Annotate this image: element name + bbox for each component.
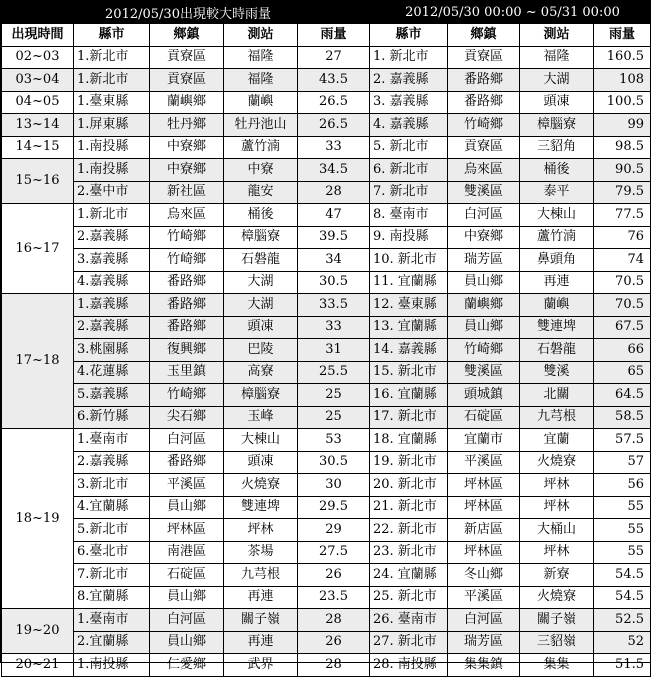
rank-county-cell: 1. 新北市 [370, 46, 448, 69]
rank-township-cell: 瑞芳區 [448, 631, 520, 654]
rank-station-cell: 再連 [520, 271, 594, 294]
county-cell: 6.臺北市 [74, 541, 150, 564]
county-cell: 4.宜蘭縣 [74, 496, 150, 519]
rank-station-cell: 火燒寮 [520, 586, 594, 609]
rank-station-cell: 坪林 [520, 541, 594, 564]
table-row [2, 204, 651, 227]
table-row [2, 564, 651, 587]
township-cell: 白河區 [150, 609, 224, 632]
header-township: 鄉鎮 [150, 24, 224, 46]
header-station-rank: 測站 [520, 24, 594, 46]
county-cell: 2.臺中市 [74, 181, 150, 204]
time-cell: 17~18 [2, 294, 74, 429]
rank-rainfall-cell: 74 [594, 249, 651, 272]
township-cell: 番路鄉 [150, 451, 224, 474]
rank-rainfall-cell: 76 [594, 226, 651, 249]
rank-township-cell: 平溪區 [448, 451, 520, 474]
table-row [2, 429, 651, 452]
rank-county-cell: 14. 嘉義縣 [370, 339, 448, 362]
rank-county-cell: 7. 新北市 [370, 181, 448, 204]
rank-county-cell: 3. 嘉義縣 [370, 91, 448, 114]
rank-station-cell: 雙溪 [520, 361, 594, 384]
county-cell: 5.嘉義縣 [74, 384, 150, 407]
rainfall-cell: 47 [298, 204, 370, 227]
rank-township-cell: 坪林區 [448, 496, 520, 519]
rank-township-cell: 坪林區 [448, 474, 520, 497]
table-row [2, 294, 651, 317]
rank-township-cell: 中寮鄉 [448, 226, 520, 249]
table-body [2, 46, 651, 676]
rank-station-cell: 泰平 [520, 181, 594, 204]
rank-township-cell: 貢寮區 [448, 136, 520, 159]
rank-station-cell: 樟腦寮 [520, 114, 594, 137]
rank-county-cell: 21. 新北市 [370, 496, 448, 519]
rank-rainfall-cell: 67.5 [594, 316, 651, 339]
rank-rainfall-cell: 70.5 [594, 271, 651, 294]
rank-rainfall-cell: 51.5 [594, 654, 651, 677]
rank-station-cell: 頭凍 [520, 91, 594, 114]
table-row [2, 654, 651, 677]
township-cell: 平溪區 [150, 474, 224, 497]
rainfall-cell: 39.5 [298, 226, 370, 249]
county-cell: 6.新竹縣 [74, 406, 150, 429]
rank-rainfall-cell: 100.5 [594, 91, 651, 114]
rank-township-cell: 蘭嶼鄉 [448, 294, 520, 317]
township-cell: 尖石鄉 [150, 406, 224, 429]
rank-rainfall-cell: 52 [594, 631, 651, 654]
rank-township-cell: 宜蘭市 [448, 429, 520, 452]
rank-county-cell: 28. 南投縣 [370, 654, 448, 677]
rank-station-cell: 大湖 [520, 69, 594, 92]
county-cell: 1.南投縣 [74, 136, 150, 159]
township-cell: 員山鄉 [150, 631, 224, 654]
rank-county-cell: 23. 新北市 [370, 541, 448, 564]
station-cell: 蘭嶼 [224, 91, 298, 114]
rank-county-cell: 15. 新北市 [370, 361, 448, 384]
township-cell: 烏來區 [150, 204, 224, 227]
station-cell: 茶場 [224, 541, 298, 564]
county-cell: 1.南投縣 [74, 159, 150, 182]
station-cell: 頭凍 [224, 451, 298, 474]
table-row [2, 91, 651, 114]
county-cell: 4.嘉義縣 [74, 271, 150, 294]
rank-township-cell: 冬山鄉 [448, 564, 520, 587]
rank-station-cell: 鼻頭角 [520, 249, 594, 272]
rank-township-cell: 雙溪區 [448, 361, 520, 384]
county-cell: 1.臺南市 [74, 429, 150, 452]
station-cell: 火燒寮 [224, 474, 298, 497]
township-cell: 蘭嶼鄉 [150, 91, 224, 114]
rank-rainfall-cell: 55 [594, 496, 651, 519]
rank-rainfall-cell: 58.5 [594, 406, 651, 429]
rank-rainfall-cell: 65 [594, 361, 651, 384]
rank-county-cell: 27. 新北市 [370, 631, 448, 654]
rank-township-cell: 竹崎鄉 [448, 339, 520, 362]
rank-rainfall-cell: 55 [594, 519, 651, 542]
rank-station-cell: 火燒寮 [520, 451, 594, 474]
township-cell: 復興鄉 [150, 339, 224, 362]
county-cell: 3.桃園縣 [74, 339, 150, 362]
rank-station-cell: 九芎根 [520, 406, 594, 429]
time-cell: 20~21 [2, 654, 74, 677]
table-row [2, 586, 651, 609]
rank-county-cell: 5. 新北市 [370, 136, 448, 159]
rank-station-cell: 關子嶺 [520, 609, 594, 632]
rainfall-cell: 53 [298, 429, 370, 452]
rainfall-cell: 29 [298, 519, 370, 542]
county-cell: 2.嘉義縣 [74, 451, 150, 474]
rank-station-cell: 大桶山 [520, 519, 594, 542]
station-cell: 頭凍 [224, 316, 298, 339]
table-row [2, 361, 651, 384]
rank-rainfall-cell: 99 [594, 114, 651, 137]
township-cell: 坪林區 [150, 519, 224, 542]
rank-county-cell: 12. 臺東縣 [370, 294, 448, 317]
rank-township-cell: 石碇區 [448, 406, 520, 429]
time-cell: 03~04 [2, 69, 74, 92]
county-cell: 1.臺東縣 [74, 91, 150, 114]
report-period: 2012/05/30 00:00 ~ 05/31 00:00 [405, 5, 620, 20]
rank-station-cell: 坪林 [520, 474, 594, 497]
rank-township-cell: 雙溪區 [448, 181, 520, 204]
rank-rainfall-cell: 108 [594, 69, 651, 92]
county-cell: 1.新北市 [74, 204, 150, 227]
header-county: 縣市 [74, 24, 150, 46]
time-cell: 16~17 [2, 204, 74, 294]
rank-township-cell: 員山鄉 [448, 271, 520, 294]
time-cell: 02~03 [2, 46, 74, 69]
rank-station-cell: 蘭嶼 [520, 294, 594, 317]
station-cell: 高寮 [224, 361, 298, 384]
rainfall-cell: 28 [298, 609, 370, 632]
rank-station-cell: 桶後 [520, 159, 594, 182]
rainfall-cell: 28 [298, 181, 370, 204]
rank-rainfall-cell: 52.5 [594, 609, 651, 632]
station-cell: 福隆 [224, 46, 298, 69]
title-bar [1, 1, 650, 24]
rainfall-cell: 30.5 [298, 271, 370, 294]
township-cell: 竹崎鄉 [150, 249, 224, 272]
rank-rainfall-cell: 55 [594, 541, 651, 564]
header-time: 出現時間 [2, 24, 74, 46]
station-cell: 蘆竹湳 [224, 136, 298, 159]
township-cell: 中寮鄉 [150, 136, 224, 159]
rank-rainfall-cell: 77.5 [594, 204, 651, 227]
rank-county-cell: 20. 新北市 [370, 474, 448, 497]
rainfall-cell: 31 [298, 339, 370, 362]
township-cell: 番路鄉 [150, 316, 224, 339]
rank-township-cell: 新店區 [448, 519, 520, 542]
rank-township-cell: 番路鄉 [448, 69, 520, 92]
rank-township-cell: 頭城鎮 [448, 384, 520, 407]
township-cell: 新社區 [150, 181, 224, 204]
station-cell: 坪林 [224, 519, 298, 542]
rank-rainfall-cell: 57 [594, 451, 651, 474]
table-row [2, 541, 651, 564]
township-cell: 貢寮區 [150, 46, 224, 69]
station-cell: 石磐龍 [224, 249, 298, 272]
table-row [2, 406, 651, 429]
time-cell: 04~05 [2, 91, 74, 114]
county-cell: 8.宜蘭縣 [74, 586, 150, 609]
station-cell: 武界 [224, 654, 298, 677]
table-row [2, 316, 651, 339]
rank-township-cell: 白河區 [448, 609, 520, 632]
station-cell: 中寮 [224, 159, 298, 182]
table-row [2, 136, 651, 159]
table-row [2, 631, 651, 654]
township-cell: 仁愛鄉 [150, 654, 224, 677]
township-cell: 竹崎鄉 [150, 226, 224, 249]
rank-township-cell: 白河區 [448, 204, 520, 227]
report-title: 2012/05/30出現較大時雨量 [105, 7, 271, 22]
county-cell: 1.南投縣 [74, 654, 150, 677]
county-cell: 1.新北市 [74, 69, 150, 92]
rank-county-cell: 26. 臺南市 [370, 609, 448, 632]
header-station: 測站 [224, 24, 298, 46]
table-row [2, 271, 651, 294]
station-cell: 福隆 [224, 69, 298, 92]
rank-county-cell: 6. 新北市 [370, 159, 448, 182]
rainfall-cell: 26.5 [298, 91, 370, 114]
rank-rainfall-cell: 56 [594, 474, 651, 497]
rank-township-cell: 坪林區 [448, 541, 520, 564]
rainfall-cell: 43.5 [298, 69, 370, 92]
table-row [2, 114, 651, 137]
table-row [2, 249, 651, 272]
time-cell: 14~15 [2, 136, 74, 159]
county-cell: 7.新北市 [74, 564, 150, 587]
table-row [2, 519, 651, 542]
station-cell: 桶後 [224, 204, 298, 227]
township-cell: 白河區 [150, 429, 224, 452]
rainfall-cell: 23.5 [298, 586, 370, 609]
county-cell: 3.新北市 [74, 474, 150, 497]
header-rainfall: 雨量 [298, 24, 370, 46]
rainfall-cell: 26.5 [298, 114, 370, 137]
time-cell: 13~14 [2, 114, 74, 137]
rank-township-cell: 番路鄉 [448, 91, 520, 114]
table-row [2, 69, 651, 92]
station-cell: 雙連埤 [224, 496, 298, 519]
rank-county-cell: 17. 新北市 [370, 406, 448, 429]
table-row [2, 339, 651, 362]
rainfall-cell: 30 [298, 474, 370, 497]
rank-county-cell: 18. 宜蘭縣 [370, 429, 448, 452]
rank-station-cell: 三貂嶺 [520, 631, 594, 654]
rainfall-cell: 29.5 [298, 496, 370, 519]
table-row [2, 226, 651, 249]
station-cell: 再連 [224, 631, 298, 654]
rank-township-cell: 集集鎮 [448, 654, 520, 677]
table-row [2, 159, 651, 182]
header-township-rank: 鄉鎮 [448, 24, 520, 46]
county-cell: 1.新北市 [74, 46, 150, 69]
rank-station-cell: 集集 [520, 654, 594, 677]
station-cell: 龍安 [224, 181, 298, 204]
township-cell: 玉里鎮 [150, 361, 224, 384]
header-county-rank: 縣市 [370, 24, 448, 46]
station-cell: 關子嶺 [224, 609, 298, 632]
rank-rainfall-cell: 79.5 [594, 181, 651, 204]
township-cell: 貢寮區 [150, 69, 224, 92]
rainfall-cell: 25 [298, 406, 370, 429]
rainfall-cell: 34 [298, 249, 370, 272]
rank-rainfall-cell: 64.5 [594, 384, 651, 407]
rank-station-cell: 三貂角 [520, 136, 594, 159]
rank-county-cell: 4. 嘉義縣 [370, 114, 448, 137]
township-cell: 中寮鄉 [150, 159, 224, 182]
table-row [2, 609, 651, 632]
township-cell: 員山鄉 [150, 496, 224, 519]
rank-township-cell: 平溪區 [448, 586, 520, 609]
time-cell: 18~19 [2, 429, 74, 609]
rainfall-cell: 26 [298, 631, 370, 654]
rank-station-cell: 福隆 [520, 46, 594, 69]
station-cell: 玉峰 [224, 406, 298, 429]
header-row [2, 24, 651, 46]
county-cell: 3.嘉義縣 [74, 249, 150, 272]
rank-rainfall-cell: 57.5 [594, 429, 651, 452]
rank-station-cell: 北關 [520, 384, 594, 407]
township-cell: 番路鄉 [150, 294, 224, 317]
rank-station-cell: 石磐龍 [520, 339, 594, 362]
rainfall-cell: 28 [298, 654, 370, 677]
rank-rainfall-cell: 160.5 [594, 46, 651, 69]
county-cell: 4.花蓮縣 [74, 361, 150, 384]
rank-station-cell: 坪林 [520, 496, 594, 519]
township-cell: 牡丹鄉 [150, 114, 224, 137]
rank-rainfall-cell: 54.5 [594, 564, 651, 587]
county-cell: 5.新北市 [74, 519, 150, 542]
table-row [2, 474, 651, 497]
rank-county-cell: 9. 南投縣 [370, 226, 448, 249]
rainfall-cell: 30.5 [298, 451, 370, 474]
station-cell: 大湖 [224, 294, 298, 317]
header-rainfall-rank: 雨量 [594, 24, 651, 46]
station-cell: 大棟山 [224, 429, 298, 452]
rank-township-cell: 貢寮區 [448, 46, 520, 69]
rank-rainfall-cell: 66 [594, 339, 651, 362]
time-cell: 15~16 [2, 159, 74, 204]
rank-county-cell: 16. 宜蘭縣 [370, 384, 448, 407]
station-cell: 巴陵 [224, 339, 298, 362]
rainfall-cell: 34.5 [298, 159, 370, 182]
county-cell: 2.嘉義縣 [74, 226, 150, 249]
township-cell: 番路鄉 [150, 271, 224, 294]
station-cell: 九芎根 [224, 564, 298, 587]
county-cell: 1.臺南市 [74, 609, 150, 632]
rank-township-cell: 竹崎鄉 [448, 114, 520, 137]
table-row [2, 384, 651, 407]
rank-station-cell: 新寮 [520, 564, 594, 587]
county-cell: 2.宜蘭縣 [74, 631, 150, 654]
rainfall-cell: 33 [298, 136, 370, 159]
rank-rainfall-cell: 98.5 [594, 136, 651, 159]
rank-county-cell: 10. 新北市 [370, 249, 448, 272]
rainfall-cell: 33.5 [298, 294, 370, 317]
rank-rainfall-cell: 54.5 [594, 586, 651, 609]
rank-station-cell: 蘆竹湳 [520, 226, 594, 249]
rainfall-cell: 27 [298, 46, 370, 69]
station-cell: 牡丹池山 [224, 114, 298, 137]
rainfall-cell: 33 [298, 316, 370, 339]
table-row [2, 496, 651, 519]
rank-station-cell: 宜蘭 [520, 429, 594, 452]
rank-township-cell: 瑞芳區 [448, 249, 520, 272]
county-cell: 1.屏東縣 [74, 114, 150, 137]
station-cell: 大湖 [224, 271, 298, 294]
rank-county-cell: 8. 臺南市 [370, 204, 448, 227]
rank-rainfall-cell: 70.5 [594, 294, 651, 317]
table-row [2, 46, 651, 69]
rank-county-cell: 11. 宜蘭縣 [370, 271, 448, 294]
rank-county-cell: 13. 宜蘭縣 [370, 316, 448, 339]
rank-township-cell: 烏來區 [448, 159, 520, 182]
rank-county-cell: 22. 新北市 [370, 519, 448, 542]
rainfall-cell: 26 [298, 564, 370, 587]
township-cell: 員山鄉 [150, 586, 224, 609]
table-row [2, 451, 651, 474]
rank-rainfall-cell: 90.5 [594, 159, 651, 182]
rainfall-cell: 25.5 [298, 361, 370, 384]
rank-station-cell: 雙連埤 [520, 316, 594, 339]
rank-county-cell: 24. 宜蘭縣 [370, 564, 448, 587]
rank-station-cell: 大棟山 [520, 204, 594, 227]
rank-county-cell: 25. 新北市 [370, 586, 448, 609]
rank-county-cell: 2. 嘉義縣 [370, 69, 448, 92]
time-cell: 19~20 [2, 609, 74, 654]
table-row [2, 181, 651, 204]
township-cell: 石碇區 [150, 564, 224, 587]
station-cell: 再連 [224, 586, 298, 609]
rainfall-table [1, 24, 651, 677]
county-cell: 2.嘉義縣 [74, 316, 150, 339]
rank-county-cell: 19. 新北市 [370, 451, 448, 474]
station-cell: 樟腦寮 [224, 226, 298, 249]
rainfall-cell: 25 [298, 384, 370, 407]
station-cell: 樟腦寮 [224, 384, 298, 407]
rainfall-cell: 27.5 [298, 541, 370, 564]
township-cell: 竹崎鄉 [150, 384, 224, 407]
county-cell: 1.嘉義縣 [74, 294, 150, 317]
rank-township-cell: 員山鄉 [448, 316, 520, 339]
township-cell: 南港區 [150, 541, 224, 564]
